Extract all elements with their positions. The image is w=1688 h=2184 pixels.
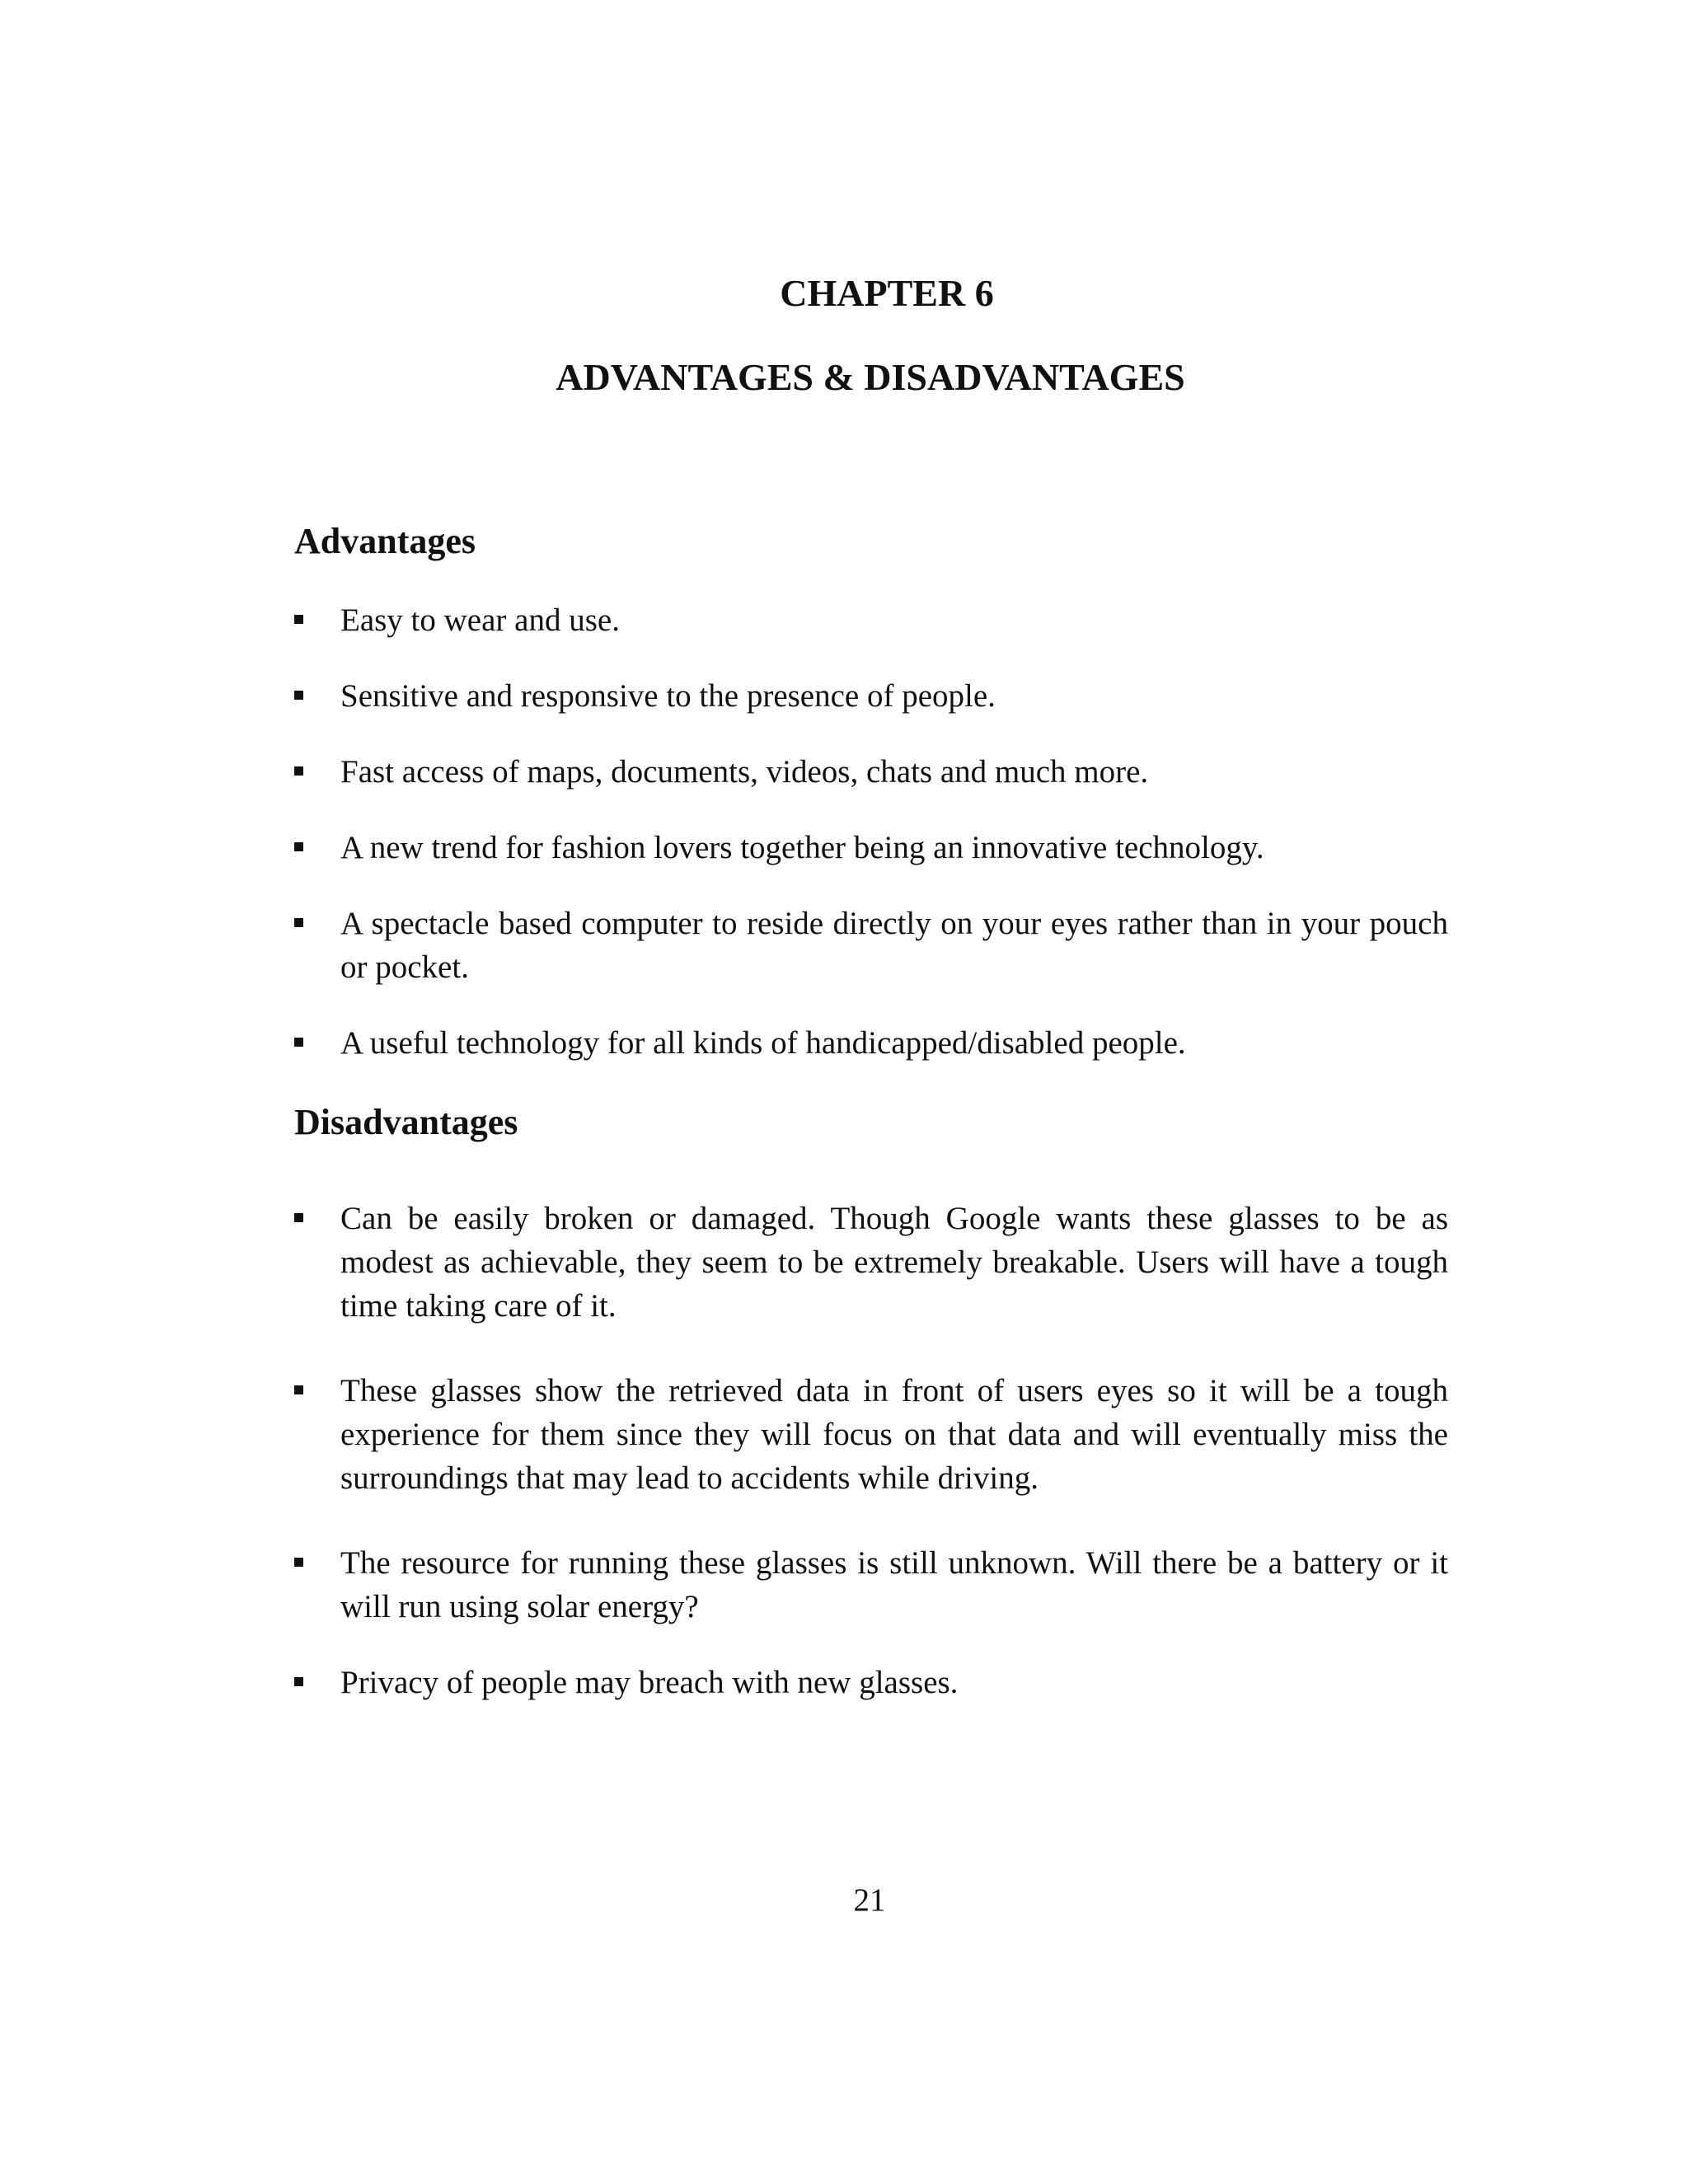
list-item-text: Fast access of maps, documents, videos, chats and much more. xyxy=(340,754,1149,790)
advantages-heading: Advantages xyxy=(294,521,476,561)
list-item-text: The resource for running these glasses is still unknown. Will there be a battery or it will run using solar energy? xyxy=(340,1545,1448,1624)
list-item-text: A spectacle based computer to reside directly on your eyes rather than in your pouch or pocket. xyxy=(340,906,1448,985)
advantages-list xyxy=(294,598,1448,1065)
list-item xyxy=(294,750,1448,794)
list-item-text: A new trend for fashion lovers together being an innovative technology. xyxy=(340,830,1264,865)
list-item xyxy=(294,1541,1448,1629)
list-item xyxy=(294,902,1448,989)
list-item xyxy=(294,1197,1448,1328)
square-bullet-icon xyxy=(294,1385,303,1394)
square-bullet-icon xyxy=(294,918,303,927)
list-item xyxy=(294,826,1448,869)
square-bullet-icon xyxy=(294,1558,303,1567)
disadvantages-list xyxy=(294,1197,1448,1704)
chapter-title: ADVANTAGES & DISADVANTAGES xyxy=(556,356,1185,398)
list-item xyxy=(294,674,1448,718)
list-item-text: These glasses show the retrieved data in front of users eyes so it will be a tough experience for them since they will focus on that data and will eventually miss the surroundings that may lead to accidents while driving. xyxy=(340,1373,1448,1496)
list-item-text: Privacy of people may breach with new glasses. xyxy=(340,1665,959,1700)
disadvantages-heading: Disadvantages xyxy=(294,1102,518,1142)
square-bullet-icon xyxy=(294,1213,303,1222)
square-bullet-icon xyxy=(294,842,303,851)
square-bullet-icon xyxy=(294,766,303,776)
list-item-text: Can be easily broken or damaged. Though Google wants these glasses to be as modest as achievable, they seem to be extremely breakable. Users will have a tough time taking care of it. xyxy=(340,1201,1448,1324)
page-number: 21 xyxy=(853,1882,886,1918)
list-item xyxy=(294,1021,1448,1065)
square-bullet-icon xyxy=(294,1038,303,1047)
list-item-text: Easy to wear and use. xyxy=(340,602,620,638)
list-item xyxy=(294,1369,1448,1500)
list-item-text: A useful technology for all kinds of handicapped/disabled people. xyxy=(340,1025,1186,1061)
list-item xyxy=(294,1661,1448,1704)
chapter-number: CHAPTER 6 xyxy=(780,272,994,314)
square-bullet-icon xyxy=(294,1677,303,1686)
square-bullet-icon xyxy=(294,691,303,700)
list-item xyxy=(294,598,1448,642)
square-bullet-icon xyxy=(294,615,303,624)
list-item-text: Sensitive and responsive to the presence of people. xyxy=(340,678,996,714)
